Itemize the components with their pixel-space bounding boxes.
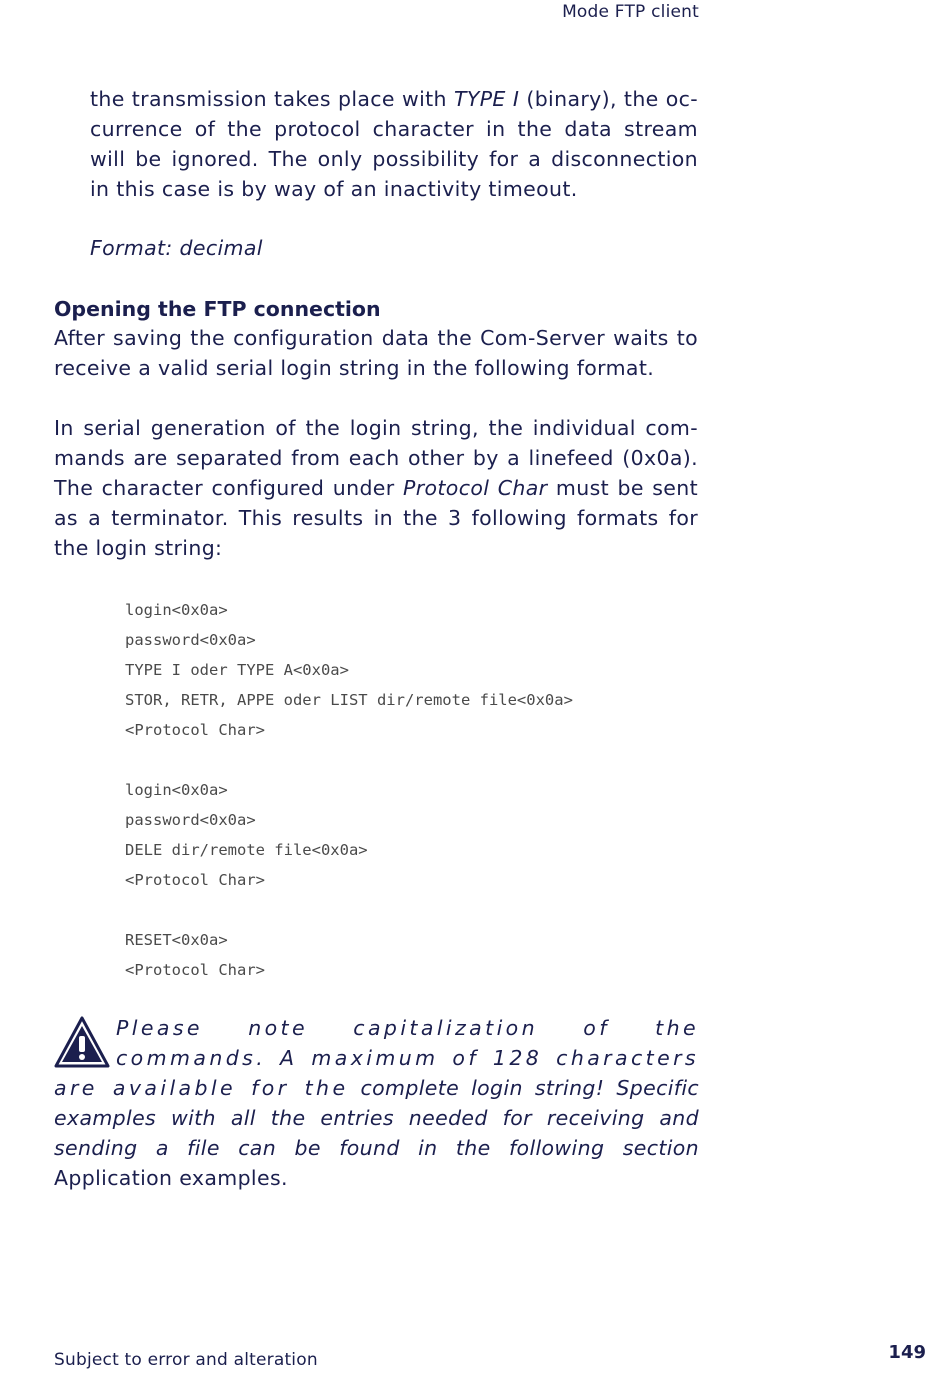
warning-triangle-icon: [54, 1016, 112, 1070]
code-line: login<0x0a>: [125, 601, 228, 619]
code-line: RESET<0x0a>: [125, 931, 228, 949]
code-line: STOR, RETR, APPE oder LIST dir/remote file<0x0a>: [125, 691, 573, 709]
code-block-2: [125, 775, 725, 895]
note-lead: Please note capitalization of the commands. A maximum of 128 characters are available for the: [54, 1016, 699, 1100]
intro-paragraph: [90, 84, 698, 204]
code-line: login<0x0a>: [125, 781, 228, 799]
section-emphasis: Protocol Char: [403, 476, 548, 500]
intro-text-1: the transmission takes place with: [90, 87, 454, 111]
section-heading: Opening the FTP connection: [54, 297, 381, 321]
intro-text-2: (binary), the oc-currence of the protocol character in the data stream will be ignored. The only possibility for a disconnection in this case is by way of an inactivity timeout.: [90, 87, 698, 201]
code-line: password<0x0a>: [125, 631, 256, 649]
note-link: Application examples.: [54, 1166, 288, 1190]
code-line: <Protocol Char>: [125, 961, 265, 979]
footer-notice: Subject to error and alteration: [54, 1350, 318, 1370]
section-paragraph-2: [54, 413, 698, 563]
note-text: complete login string! Specific examples with all the entries needed for receiving and sending a file can be found in the following section: [54, 1076, 700, 1160]
code-block-3: [125, 925, 725, 985]
code-line: DELE dir/remote file<0x0a>: [125, 841, 368, 859]
format-line: Format: decimal: [90, 236, 263, 260]
section-text-2: must be sent as a terminator. This results in the 3 following formats for the login string:: [54, 476, 698, 560]
code-line: <Protocol Char>: [125, 721, 265, 739]
running-head: Mode FTP client: [562, 2, 699, 22]
code-line: <Protocol Char>: [125, 871, 265, 889]
section-text-1: In serial generation of the login string, the individual com-mands are separated from each other by a linefeed (0x0a). The character configured under: [54, 416, 698, 500]
code-block-1: [125, 595, 725, 745]
page-number: 149: [888, 1342, 926, 1363]
warning-note: [54, 1013, 699, 1193]
intro-emphasis: TYPE I: [453, 87, 520, 111]
code-line: TYPE I oder TYPE A<0x0a>: [125, 661, 349, 679]
code-line: password<0x0a>: [125, 811, 256, 829]
section-paragraph-1: After saving the configuration data the Com-Server waits to receive a valid serial login string in the following format.: [54, 326, 698, 380]
